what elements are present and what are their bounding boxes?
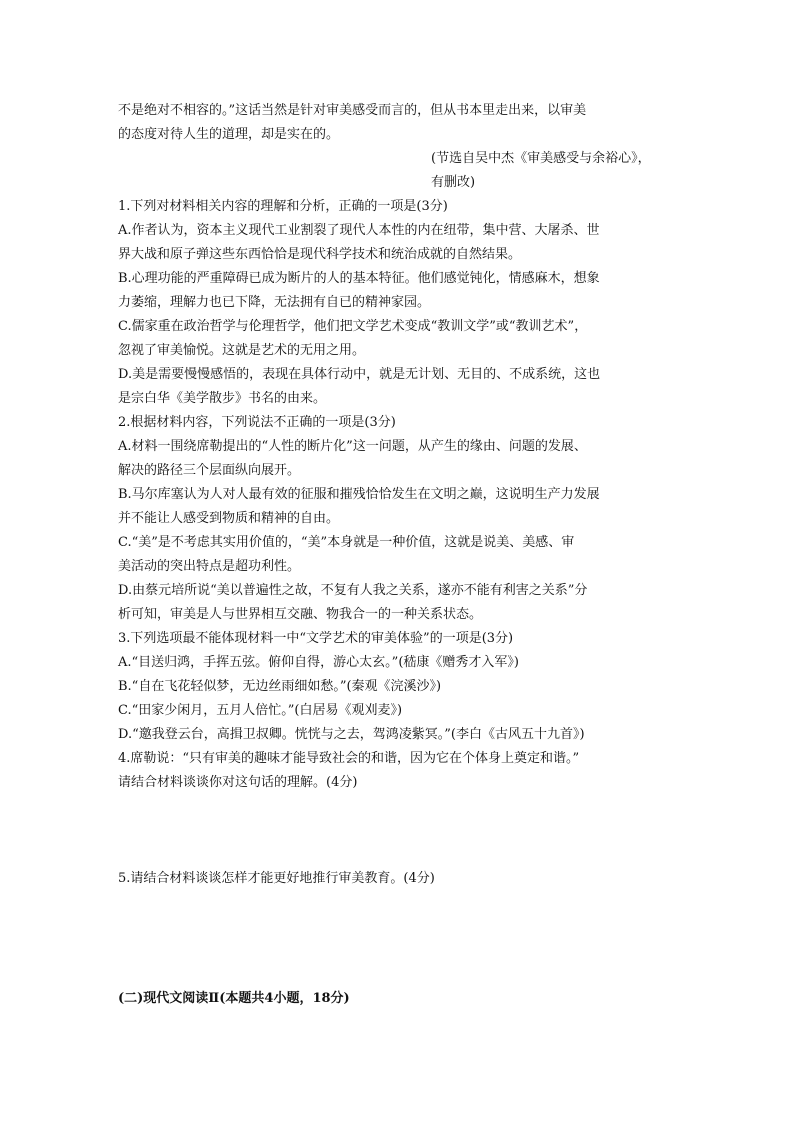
question-1-stem: 1.下列对材料相关内容的理解和分析，正确的一项是(3分) xyxy=(118,199,448,214)
question-2-option-a: A.材料一围绕席勒提出的“人性的断片化”这一问题，从产生的缘由、问题的发展、 xyxy=(118,439,587,454)
question-1-option-c-cont: 忽视了审美愉悦。这就是艺术的无用之用。 xyxy=(118,343,366,358)
question-1-option-b: B.心理功能的严重障碍已成为断片的人的基本特征。他们感觉钝化，情感麻木，想象 xyxy=(118,271,600,286)
passage-line-1: 不是绝对不相容的。”这话当然是针对审美感受而言的，但从书本里走出来，以审美 xyxy=(118,103,587,118)
question-3-option-b: B.“自在飞花轻似梦，无边丝雨细如愁。”(秦观《浣溪沙》) xyxy=(118,679,442,694)
question-1-option-b-cont: 力萎缩，理解力也已下降，无法拥有自已的精神家园。 xyxy=(118,295,431,310)
section-heading: (二)现代文阅读Ⅱ(本题共4小题，18分) xyxy=(118,991,350,1006)
question-4-stem: 4.席勒说：“只有审美的趣味才能导致社会的和谐，因为它在个体身上奠定和谐。” xyxy=(118,751,580,766)
question-1-option-d: D.美是需要慢慢感悟的，表现在具体行动中，就是无计划、无目的、不成系统，这也 xyxy=(118,367,601,382)
question-5-stem: 5.请结合材料谈谈怎样才能更好地推行审美教育。(4分) xyxy=(118,871,435,886)
source-citation-line-1: (节选自吴中杰《审美感受与余裕心》， xyxy=(431,151,651,166)
question-1-option-c: C.儒家重在政治哲学与伦理哲学，他们把文学艺术变成“教训文学”或“教训艺术”， xyxy=(118,319,588,334)
question-2-option-b-cont: 并不能让人感受到物质和精神的自由。 xyxy=(118,511,340,526)
question-3-stem: 3.下列选项最不能体现材料一中“文学艺术的审美体验”的一项是(3分) xyxy=(118,631,514,646)
passage-line-2: 的态度对待人生的道理，却是实在的。 xyxy=(118,127,340,142)
question-2-option-c: C.“美”是不考虑其实用价值的，“美”本身就是一种价值，这就是说美、美感、审 xyxy=(118,535,575,550)
question-2-option-b: B.马尔库塞认为人对人最有效的征服和摧残恰恰发生在文明之巅，这说明生产力发展 xyxy=(118,487,600,502)
source-citation-line-2: 有删改) xyxy=(431,175,476,190)
question-2-option-a-cont: 解决的路径三个层面纵向展开。 xyxy=(118,463,301,478)
question-4-stem-cont: 请结合材料谈谈你对这句话的理解。(4分) xyxy=(118,775,358,790)
question-2-option-c-cont: 美活动的突出特点是超功利性。 xyxy=(118,559,301,574)
question-3-option-c: C.“田家少闲月，五月人倍忙。”(白居易《观刈麦》) xyxy=(118,703,403,718)
question-3-option-d: D.“邀我登云台，高揖卫叔卿。恍恍与之去，驾鸿凌紫冥。”(李白《古风五十九首》) xyxy=(118,727,585,742)
question-2-option-d-cont: 析可知，审美是人与世界相互交融、物我合一的一种关系状态。 xyxy=(118,607,483,622)
question-1-option-a: A.作者认为，资本主义现代工业割裂了现代人本性的内在纽带，集中营、大屠杀、世 xyxy=(118,223,600,238)
question-3-option-a: A.“目送归鸿，手挥五弦。俯仰自得，游心太玄。”(嵇康《赠秀才入军》) xyxy=(118,655,519,670)
question-2-stem: 2.根据材料内容，下列说法不正确的一项是(3分) xyxy=(118,415,396,430)
question-1-option-d-cont: 是宗白华《美学散步》书名的由来。 xyxy=(118,391,327,406)
question-1-option-a-cont: 界大战和原子弹这些东西恰恰是现代科学技术和统治成就的自然结果。 xyxy=(118,247,522,262)
question-2-option-d: D.由蔡元培所说“美以普遍性之故，不复有人我之关系，遂亦不能有利害之关系”分 xyxy=(118,583,588,598)
